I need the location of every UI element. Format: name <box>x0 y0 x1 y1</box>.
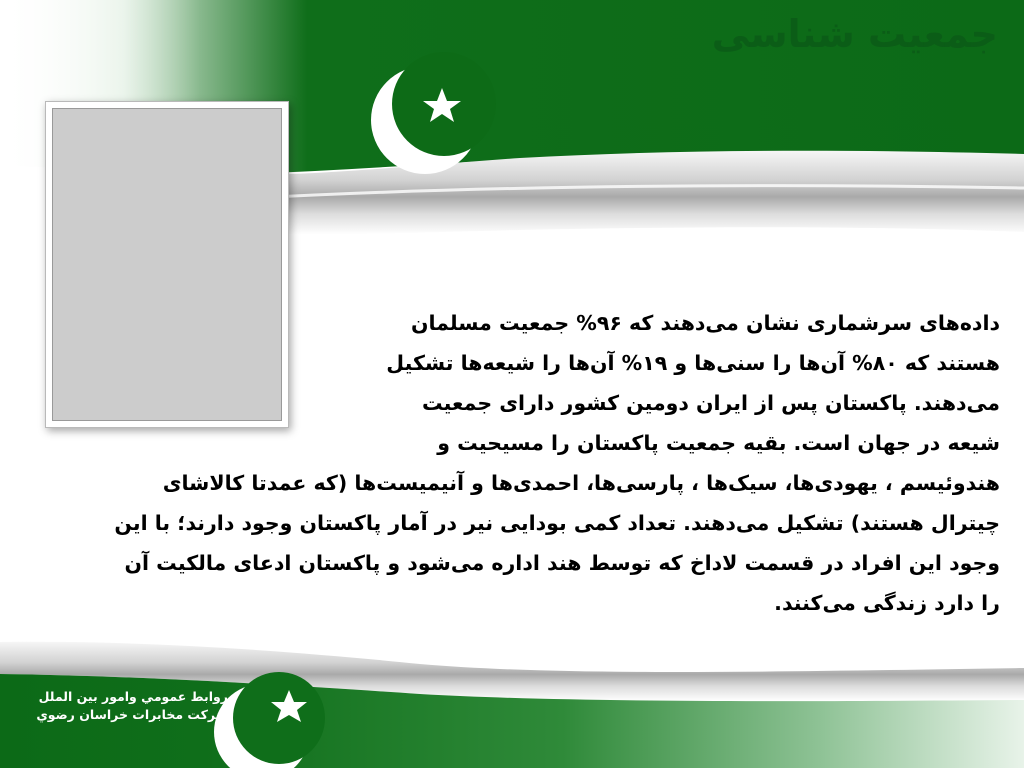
footer-line-2: شركت مخابرات خراسان رضوي <box>36 707 228 722</box>
body-line: هندوئیسم ، یهودی‌ها، سیک‌ها ، پارسی‌ها، احمدی‌ها و آنیمیست‌ها (که عمدتا کالاشای <box>162 471 1000 495</box>
body-paragraph <box>10 303 1000 623</box>
body-line: را دارد زندگی می‌کنند. <box>774 591 1000 615</box>
body-line: چیترال هستند) تشکیل می‌دهند. تعداد کمی بودایی نیر در آمار پاکستان وجود دارند؛ با این <box>114 511 1000 535</box>
body-line: هستند که ۸۰% آن‌ها را سنی‌ها و ۱۹% آن‌ها را شیعه‌ها تشکیل <box>386 351 1000 375</box>
body-line: وجود این افراد در قسمت لاداخ که توسط هند اداره می‌شود و پاکستان ادعای مالکیت آن <box>124 551 1000 575</box>
footer-line-1: روابط عمومي وامور بين الملل <box>38 689 228 704</box>
footer-caption <box>20 688 228 724</box>
body-line: می‌دهند. پاکستان پس از ایران دومین کشور دارای جمعیت <box>421 391 1000 415</box>
body-line: شیعه در جهان است. بقیه جمعیت پاکستان را مسیحیت و <box>437 431 1000 455</box>
slide-title: جمعیت شناسی <box>711 12 998 56</box>
body-line: داده‌های سرشماری نشان می‌دهند که ۹۶% جمعیت مسلمان <box>410 311 1000 335</box>
